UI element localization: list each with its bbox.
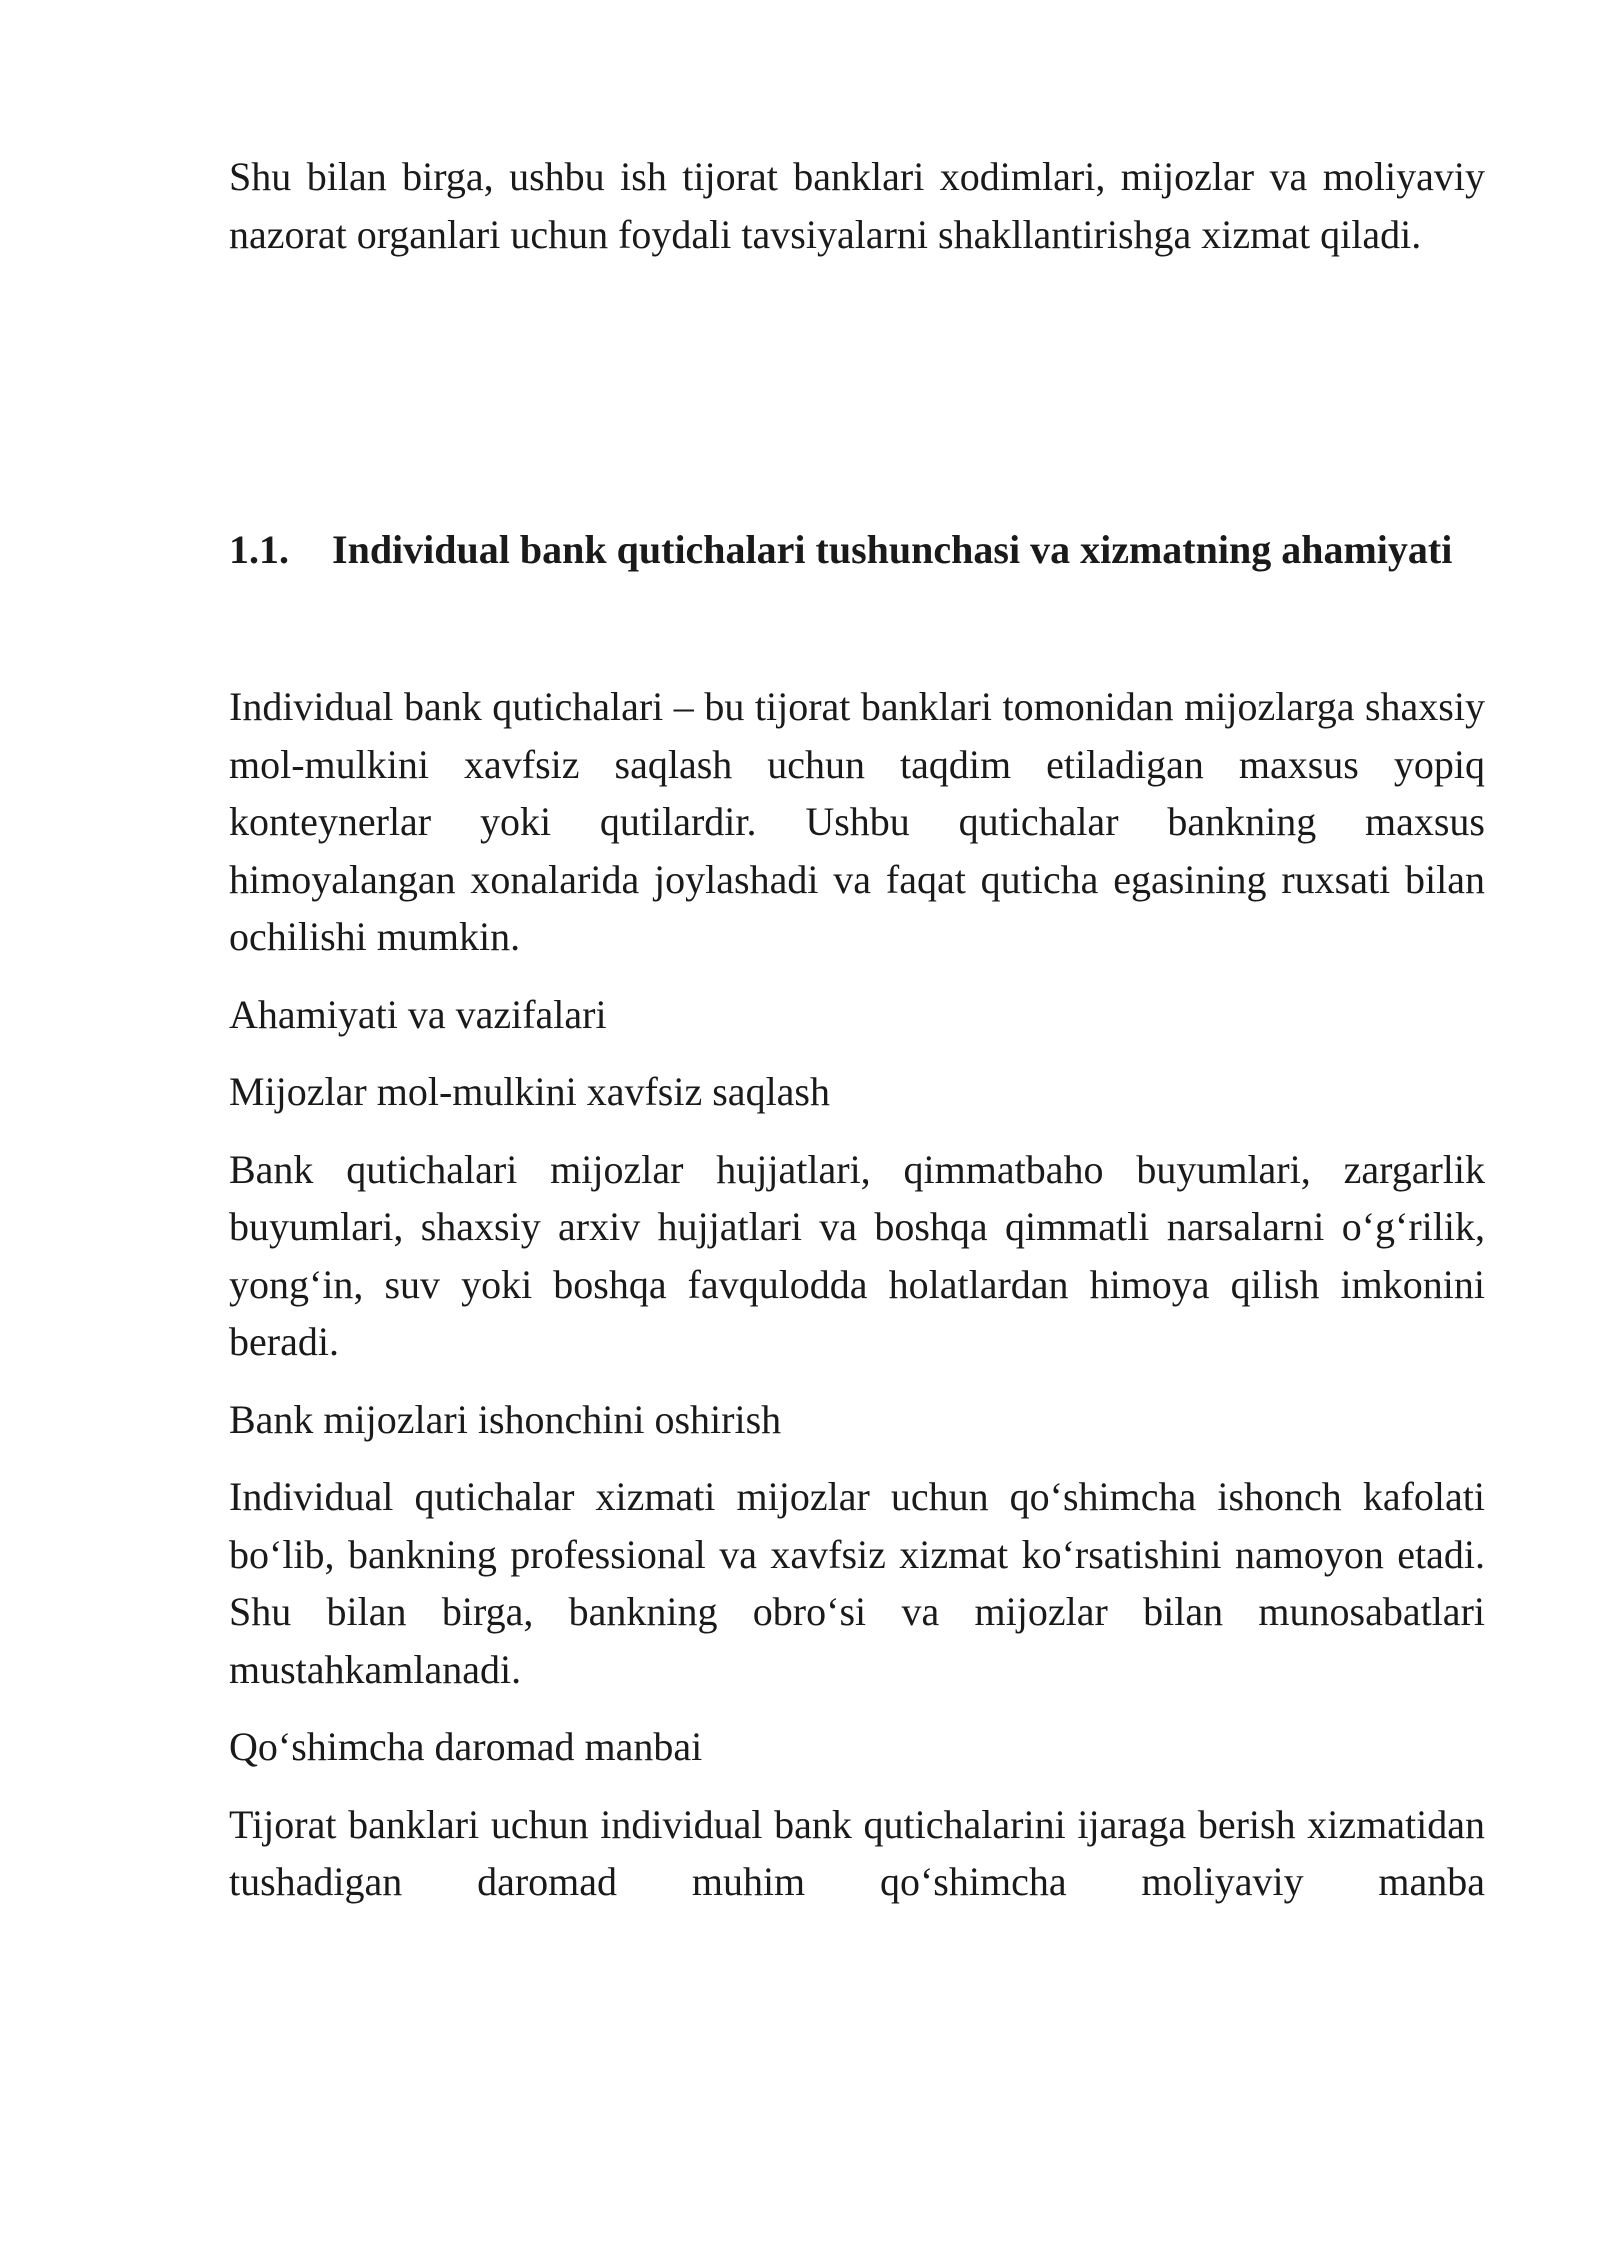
definition-paragraph: Individual bank qutichalari – bu tijorat banklari tomonidan mijozlarga shaxsiy mol-mulkini xavfsiz saqlash uchun taqdim etiladigan maxsus yopiq konteynerlar yoki qutilardir. Ushbu qutichalar bankning maxsus himoyalangan xonalarida joylashadi va faqat quticha egasining ruxsati bilan ochilishi mumkin. xyxy=(229,684,1485,959)
intro-paragraph: Shu bilan birga, ushbu ish tijorat banklari xodimlari, mijozlar va moliyaviy nazorat organlari uchun foydali tavsiyalarni shakllantirishga xizmat qiladi. xyxy=(229,154,1485,257)
item-heading: Bank mijozlari ishonchini oshirish xyxy=(229,1396,782,1442)
subheading-importance: Ahamiyati va vazifalari xyxy=(229,991,607,1037)
item-heading: Qo‘shimcha daromad manbai xyxy=(229,1724,703,1769)
section-title: Individual bank qutichalari tushunchasi va xizmatning ahamiyati xyxy=(332,527,1453,572)
section-number: 1.1. xyxy=(229,527,289,572)
item-paragraph: Individual qutichalar xizmati mijozlar uchun qo‘shimcha ishonch kafolati bo‘lib, bankning professional va xavfsiz xizmat ko‘rsatishini namoyon etadi. Shu bilan birga, bankning obro‘si va mijozlar bilan munosabatlari mustahkamlanadi. xyxy=(229,1474,1485,1692)
item-heading: Mijozlar mol-mulkini xavfsiz saqlash xyxy=(229,1069,830,1114)
item-paragraph: Tijorat banklari uchun individual bank qutichalarini ijaraga berish xizmatidan tushadigan daromad muhim qo‘shimcha moliyaviy manba xyxy=(229,1801,1485,1904)
section-heading xyxy=(229,521,1485,579)
page-content xyxy=(229,148,1485,1911)
item-paragraph: Bank qutichalari mijozlar hujjatlari, qimmatbaho buyumlari, zargarlik buyumlari, shaxsiy arxiv hujjatlari va boshqa qimmatli narsalarni o‘g‘rilik, yong‘in, suv yoki boshqa favqulodda holatlardan himoya qilish imkonini beradi. xyxy=(229,1146,1485,1364)
